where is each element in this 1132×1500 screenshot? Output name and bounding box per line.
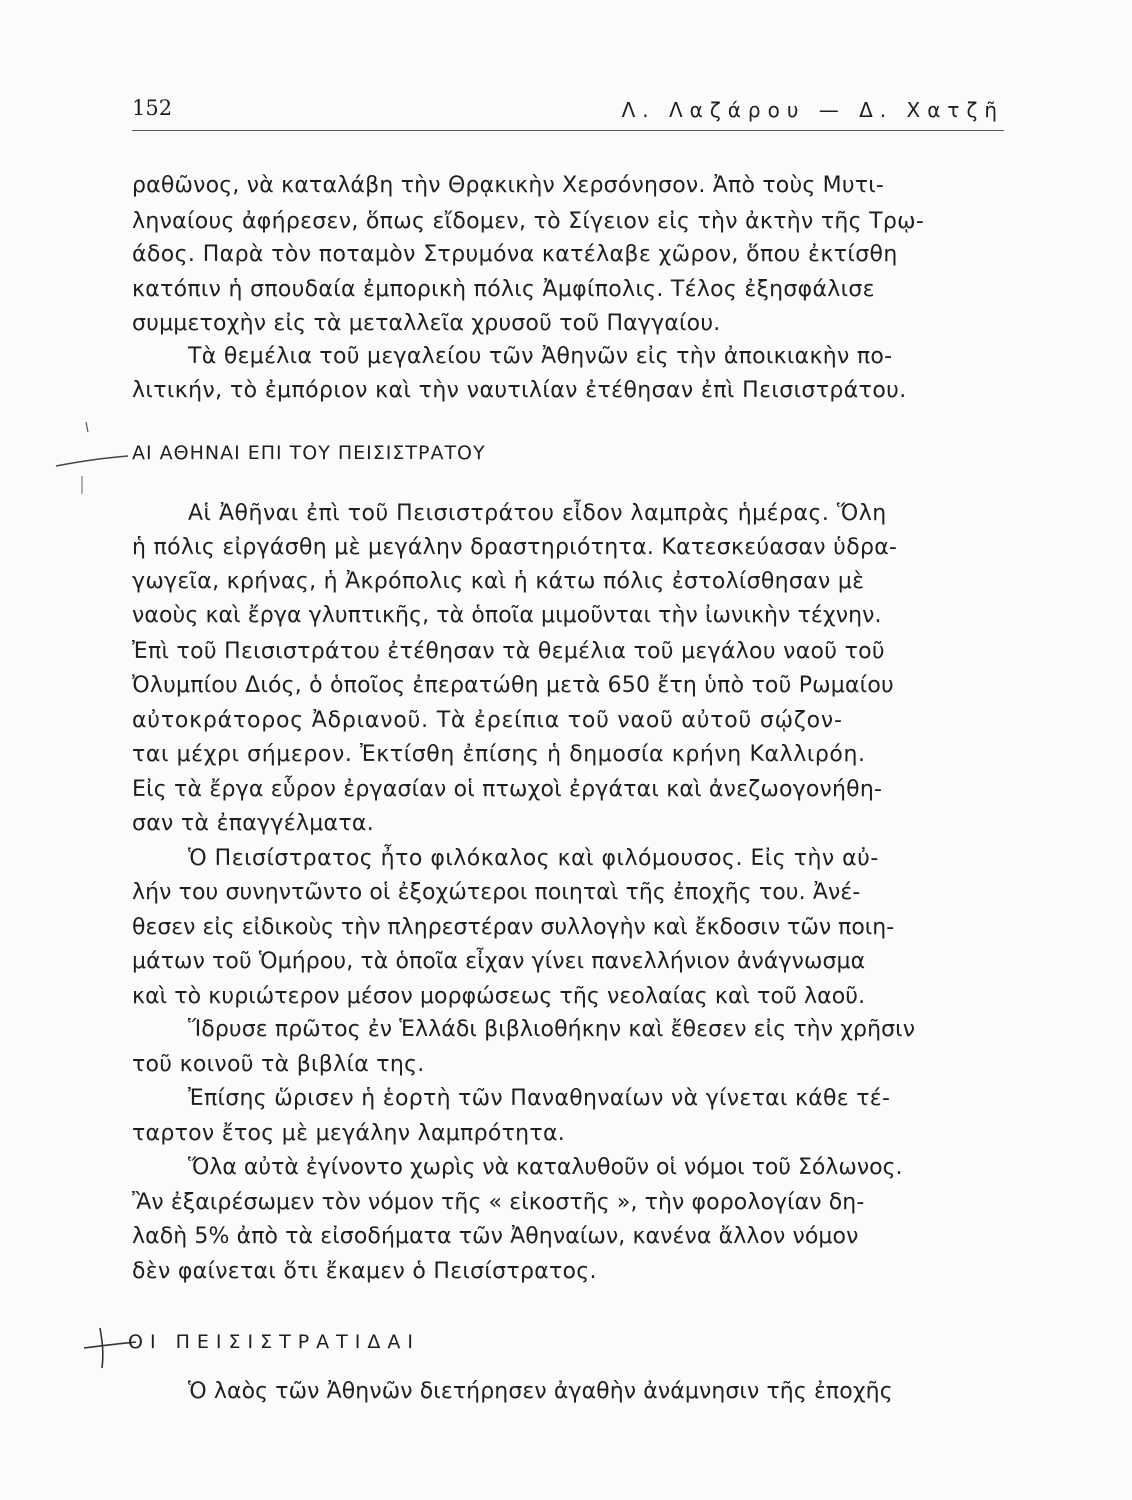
text-line: Ἐπίσης ὥρισεν ἡ ἑορτὴ τῶν Παναθηναίων νὰ γίνεται κάθε τέ- xyxy=(188,1086,891,1111)
text-line: άδος. Παρὰ τὸν ποταμὸν Στρυμόνα κατέλαβε χῶρον, ὅπου ἐκτίσθη xyxy=(132,242,898,267)
text-line: κατόπιν ἡ σπουδαία ἐμπορικὴ πόλις Ἀμφίπολις. Τέλος ἐξησφάλισε xyxy=(132,277,875,302)
text-line: γωγεῖα, κρήνας, ἡ Ἀκρόπολις καὶ ἡ κάτω πόλις ἐστολίσθησαν μὲ xyxy=(132,569,865,594)
text-line: ται μέχρι σήμερον. Ἐκτίσθη ἐπίσης ἡ δημοσία κρήνη Καλλιρόη. xyxy=(132,742,866,767)
text-line: σαν τὰ ἐπαγγέλματα. xyxy=(132,811,374,836)
text-line: Ἂν ἐξαιρέσωμεν τὸν νόμον τῆς « εἰκοστῆς », τὴν φορολογίαν δη- xyxy=(132,1190,865,1215)
margin-dash-mark xyxy=(52,418,132,508)
section-heading: ΑΙ ΑΘΗΝΑΙ ΕΠΙ ΤΟΥ ΠΕΙΣΙΣΤΡΑΤΟΥ xyxy=(132,442,486,464)
text-line: καὶ τὸ κυριώτερον μέσον μορφώσεως τῆς νεολαίας καὶ τοῦ λαοῦ. xyxy=(132,984,866,1009)
text-line: ἡ πόλις εἰργάσθη μὲ μεγάλην δραστηριότητα. Κατεσκεύασαν ὑδρα- xyxy=(132,535,898,560)
text-line: λιτικήν, τὸ ἐμπόριον καὶ τὴν ναυτιλίαν ἐτέθησαν ἐπὶ Πεισιστράτου. xyxy=(132,378,907,403)
text-line: Ὁ Πεισίστρατος ἦτο φιλόκαλος καὶ φιλόμουσος. Εἰς τὴν αὐ- xyxy=(188,846,879,871)
text-line: Ὅλα αὐτὰ ἐγίνοντο χωρὶς νὰ καταλυθοῦν οἱ νόμοι τοῦ Σόλωνος. xyxy=(188,1155,903,1180)
text-line: ληναίους ἀφήρεσεν, ὅπως εἴδομεν, τὸ Σίγειον εἰς τὴν ἀκτὴν τῆς Τρῳ- xyxy=(132,209,925,234)
text-line: Ὁ λαὸς τῶν Ἀθηνῶν διετήρησεν ἀγαθὴν ἀνάμνησιν τῆς ἐποχῆς xyxy=(188,1379,893,1404)
text-line: ραθῶνος, νὰ καταλάβη τὴν Θρᾳκικὴν Χερσόνησον. Ἀπὸ τοὺς Μυτι- xyxy=(132,173,885,198)
text-line: Ὀλυμπίου Διός, ὁ ὁποῖος ἐπερατώθη μετὰ 650 ἔτη ὑπὸ τοῦ Ρωμαίου xyxy=(132,673,894,698)
text-line: θεσεν εἰς εἰδικοὺς τὴν πληρεστέραν συλλογὴν καὶ ἔκδοσιν τῶν ποιη- xyxy=(132,915,895,940)
text-line: Ἵδρυσε πρῶτος ἐν Ἑλλάδι βιβλιοθήκην καὶ ἔθεσεν εἰς τὴν χρῆσιν xyxy=(188,1017,916,1042)
text-line: Αἱ Ἀθῆναι ἐπὶ τοῦ Πεισιστράτου εἶδον λαμπρὰς ἡμέρας. Ὅλη xyxy=(188,501,887,526)
page-number: 152 xyxy=(132,96,173,120)
text-line: ταρτον ἔτος μὲ μεγάλην λαμπρότητα. xyxy=(132,1121,566,1146)
page-header xyxy=(132,92,1004,131)
section-heading: ΟΙ ΠΕΙΣΙΣΤΡΑΤΙΔΑΙ xyxy=(128,1331,420,1353)
running-head: Λ. Λαζάρου — Δ. Χατζῆ xyxy=(621,98,1004,122)
text-line: συμμετοχὴν εἰς τὰ μεταλλεῖα χρυσοῦ τοῦ Παγγαίου. xyxy=(132,311,721,336)
text-line: Εἰς τὰ ἔργα εὗρον ἐργασίαν οἱ πτωχοὶ ἐργάται καὶ ἀνεζωογονήθη- xyxy=(132,777,883,802)
text-line: ναοὺς καὶ ἔργα γλυπτικῆς, τὰ ὁποῖα μιμοῦνται τὴν ἰωνικὴν τέχνην. xyxy=(132,603,882,628)
text-line: Τὰ θεμέλια τοῦ μεγαλείου τῶν Ἀθηνῶν εἰς τὴν ἀποικιακὴν πο- xyxy=(188,344,893,369)
text-line: δὲν φαίνεται ὅτι ἔκαμεν ὁ Πεισίστρατος. xyxy=(132,1259,597,1284)
text-line: αὐτοκράτορος Ἀδριανοῦ. Τὰ ἐρείπια τοῦ ναοῦ αὐτοῦ σῴζον- xyxy=(132,708,843,733)
text-line: τοῦ κοινοῦ τὰ βιβλία της. xyxy=(132,1052,425,1077)
text-line: Ἐπὶ τοῦ Πεισιστράτου ἐτέθησαν τὰ θεμέλια τοῦ μεγάλου ναοῦ τοῦ xyxy=(132,639,885,664)
text-line: λαδὴ 5% ἀπὸ τὰ εἰσοδήματα τῶν Ἀθηναίων, κανένα ἄλλον νόμον xyxy=(132,1224,859,1249)
text-line: μάτων τοῦ Ὁμήρου, τὰ ὁποῖα εἶχαν γίνει πανελλήνιον ἀνάγνωσμα xyxy=(132,949,866,974)
text-line: λήν του συνηντῶντο οἱ ἐξοχώτεροι ποιηταὶ τῆς ἐποχῆς του. Ἀνέ- xyxy=(132,880,861,905)
